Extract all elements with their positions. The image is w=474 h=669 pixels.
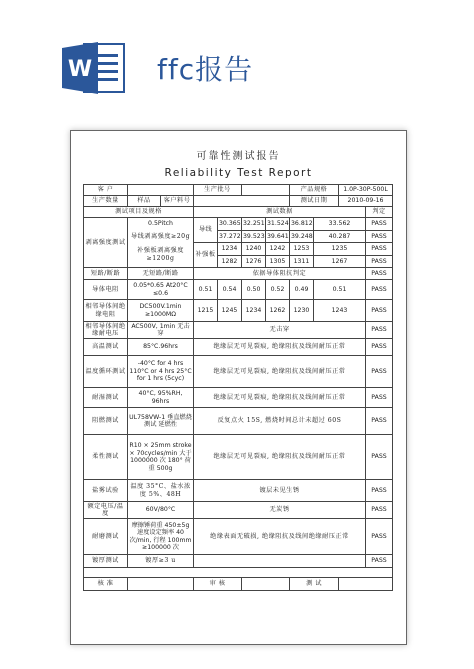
heat-test-spec: 85°C.96hrs [128, 339, 194, 356]
cond-val-3: 0.52 [266, 280, 290, 300]
heat-test-judge: PASS [366, 339, 393, 356]
col-data-header: 测试数据 [194, 207, 366, 218]
peel-wire-2-1: 39.523 [242, 230, 266, 243]
cycle-test-judge: PASS [366, 356, 393, 388]
customer-label: 客 户 [84, 185, 128, 196]
humid-test-data: 绝缘层无可见裂痕, 绝缘阻抗及线间耐压正常 [194, 388, 366, 408]
peel-stiff-2-0: 1282 [218, 255, 242, 268]
word-logo-icon [62, 40, 126, 96]
peel-spec-3: 补强板剥离强度≥1200g [128, 243, 194, 268]
peel-stiff-1-0: 1234 [218, 243, 242, 256]
cust-material-label: 客户料号 [161, 196, 194, 207]
ins-val-2: 1234 [242, 300, 266, 322]
document-title: ffc报告 [157, 53, 254, 86]
salt-test-data: 镀层未见生锈 [194, 480, 366, 502]
sample-label: 样品 [128, 196, 161, 207]
flex-test-data: 绝缘层无可见裂痕, 绝缘阻抗及线间耐压正常 [194, 435, 366, 480]
volt-test-judge: PASS [366, 322, 393, 339]
peel-wire-1-1: 32.251 [242, 218, 266, 231]
peel-wire-1-4: 33.562 [314, 218, 366, 231]
short-test-spec: 无短路/断路 [128, 268, 194, 280]
salt-test-spec: 温度 35°C、盐水浓度 5%、48H [128, 480, 194, 502]
peel-stiff-1-4: 1235 [314, 243, 366, 256]
heat-test-data: 绝缘层无可见裂痕, 绝缘阻抗及线间耐压正常 [194, 339, 366, 356]
salt-test-name: 盐雾试验 [84, 480, 128, 502]
peel-wire-1-0: 30.365 [218, 218, 242, 231]
flame-test-data: 反复点火 15S, 燃烧时间总计未超过 60S [194, 408, 366, 435]
report-sheet [70, 130, 407, 645]
ins-val-3: 1262 [266, 300, 290, 322]
wear-test-name: 耐磨测试 [84, 519, 128, 555]
cond-val-4: 0.49 [290, 280, 314, 300]
peel-wire-2-2: 39.641 [266, 230, 290, 243]
short-test-data: 依据导体阻抗判定 [194, 268, 366, 280]
ins-test-judge: PASS [366, 300, 393, 322]
prod-order-value [242, 185, 290, 196]
ins-val-0: 1215 [194, 300, 218, 322]
svg-text:W: W [67, 57, 93, 82]
report-table [83, 184, 393, 591]
flex-test-spec: R10 × 25mm stroke × 70cycles/min 大于 1000000 次 180° 荷重 500g [128, 435, 194, 480]
peel-spec-1: 0.5Pitch [128, 218, 194, 231]
plating-test-data [194, 555, 366, 568]
volt-test-data: 无击穿 [194, 322, 366, 339]
test-label: 测 试 [290, 578, 339, 591]
col-item-header: 测试项目及规格 [84, 207, 194, 218]
peel-judge-2: PASS [366, 230, 393, 243]
peel-wire-1-3: 36.812 [290, 218, 314, 231]
humid-test-name: 耐湿测试 [84, 388, 128, 408]
cond-val-1: 0.54 [218, 280, 242, 300]
ins-val-5: 1243 [314, 300, 366, 322]
cond-val-5: 0.51 [314, 280, 366, 300]
peel-judge-1: PASS [366, 218, 393, 231]
salt-test-judge: PASS [366, 480, 393, 502]
cycle-test-spec: -40°C for 4 hrs 110°C or 4 hrs 25°C for 1 hrs (5cyc) [128, 356, 194, 388]
peel-wire-2-3: 39.248 [290, 230, 314, 243]
cond-test-name: 导体电阻 [84, 280, 128, 300]
spacer-row [84, 568, 393, 578]
plating-test-spec: 镀厚≥3 u [128, 555, 194, 568]
flame-test-judge: PASS [366, 408, 393, 435]
test-date-label: 测试日期 [290, 196, 339, 207]
page-header [0, 0, 474, 110]
peel-stiff-1-1: 1240 [242, 243, 266, 256]
peel-stiff-2-3: 1311 [290, 255, 314, 268]
ins-val-4: 1230 [290, 300, 314, 322]
flame-test-spec: UL758VW-1 垂直燃烧测试 延燃性 [128, 408, 194, 435]
review-label: 审 核 [194, 578, 242, 591]
short-test-name: 短路/断路 [84, 268, 128, 280]
test-value [339, 578, 393, 591]
humid-test-judge: PASS [366, 388, 393, 408]
cond-test-spec: 0.05*0.65 At20°C ≤0.6 [128, 280, 194, 300]
prod-spec-value: 1.0P-30P-500L [339, 185, 393, 196]
volt-test-spec: AC500V, 1min 无击穿 [128, 322, 194, 339]
test-date-value: 2010-09-16 [339, 196, 393, 207]
peel-stiff-2-1: 1276 [242, 255, 266, 268]
short-test-judge: PASS [366, 268, 393, 280]
approve-label: 核 准 [84, 578, 128, 591]
prod-qty-label: 生产数量 [84, 196, 128, 207]
peel-stiff-2-2: 1305 [266, 255, 290, 268]
cond-test-judge: PASS [366, 280, 393, 300]
ins-test-spec: DC500V.1min ≥1000MΩ [128, 300, 194, 322]
peel-wire-2-0: 37.272 [218, 230, 242, 243]
prod-spec-label: 产品规格 [290, 185, 339, 196]
cond-val-0: 0.51 [194, 280, 218, 300]
rating-test-spec: 60V/80°C [128, 502, 194, 519]
ins-test-name: 相邻导体间绝缘电阻 [84, 300, 128, 322]
peel-test-name: 剥离强度测试 [84, 218, 128, 268]
peel-wire-label: 导线 [194, 218, 218, 243]
flex-test-judge: PASS [366, 435, 393, 480]
peel-stiff-label: 补强板 [194, 243, 218, 268]
review-value [242, 578, 290, 591]
plating-test-judge: PASS [366, 555, 393, 568]
peel-spec-2: 导线剥离强度≥20g [128, 230, 194, 243]
wear-test-data: 绝缘表面无破损, 绝缘阻抗及线间绝缘耐压正常 [194, 519, 366, 555]
wear-test-judge: PASS [366, 519, 393, 555]
peel-judge-3: PASS [366, 243, 393, 256]
peel-stiff-1-2: 1242 [266, 243, 290, 256]
rating-test-data: 无炭锈 [194, 502, 366, 519]
rating-test-name: 额定电压/温度 [84, 502, 128, 519]
customer-value [128, 185, 194, 196]
cond-val-2: 0.50 [242, 280, 266, 300]
peel-wire-2-4: 40.287 [314, 230, 366, 243]
humid-test-spec: 40°C, 95%RH, 96hrs [128, 388, 194, 408]
peel-judge-4: PASS [366, 255, 393, 268]
cust-material-value [194, 196, 290, 207]
col-judge-header: 判定 [366, 207, 393, 218]
ins-val-1: 1245 [218, 300, 242, 322]
peel-stiff-2-4: 1267 [314, 255, 366, 268]
plating-test-name: 镀厚测试 [84, 555, 128, 568]
cycle-test-name: 温度循环测试 [84, 356, 128, 388]
flex-test-name: 柔性测试 [84, 435, 128, 480]
prod-order-label: 生产批号 [194, 185, 242, 196]
approve-value [128, 578, 194, 591]
cycle-test-data: 绝缘层无可见裂痕, 绝缘阻抗及线间耐压正常 [194, 356, 366, 388]
heat-test-name: 高温测试 [84, 339, 128, 356]
report-title-en: Reliability Test Report [164, 167, 313, 179]
flame-test-name: 阻燃测试 [84, 408, 128, 435]
rating-test-judge: PASS [366, 502, 393, 519]
report-title-cn: 可靠性测试报告 [196, 151, 281, 162]
wear-test-spec: 摩擦锤荷重 450±5g 速度设定频率 40 次/min, 行程 100mm ≥100000 次 [128, 519, 194, 555]
peel-stiff-1-3: 1253 [290, 243, 314, 256]
peel-wire-1-2: 31.524 [266, 218, 290, 231]
volt-test-name: 相邻导体间绝缘耐电压 [85, 322, 126, 337]
